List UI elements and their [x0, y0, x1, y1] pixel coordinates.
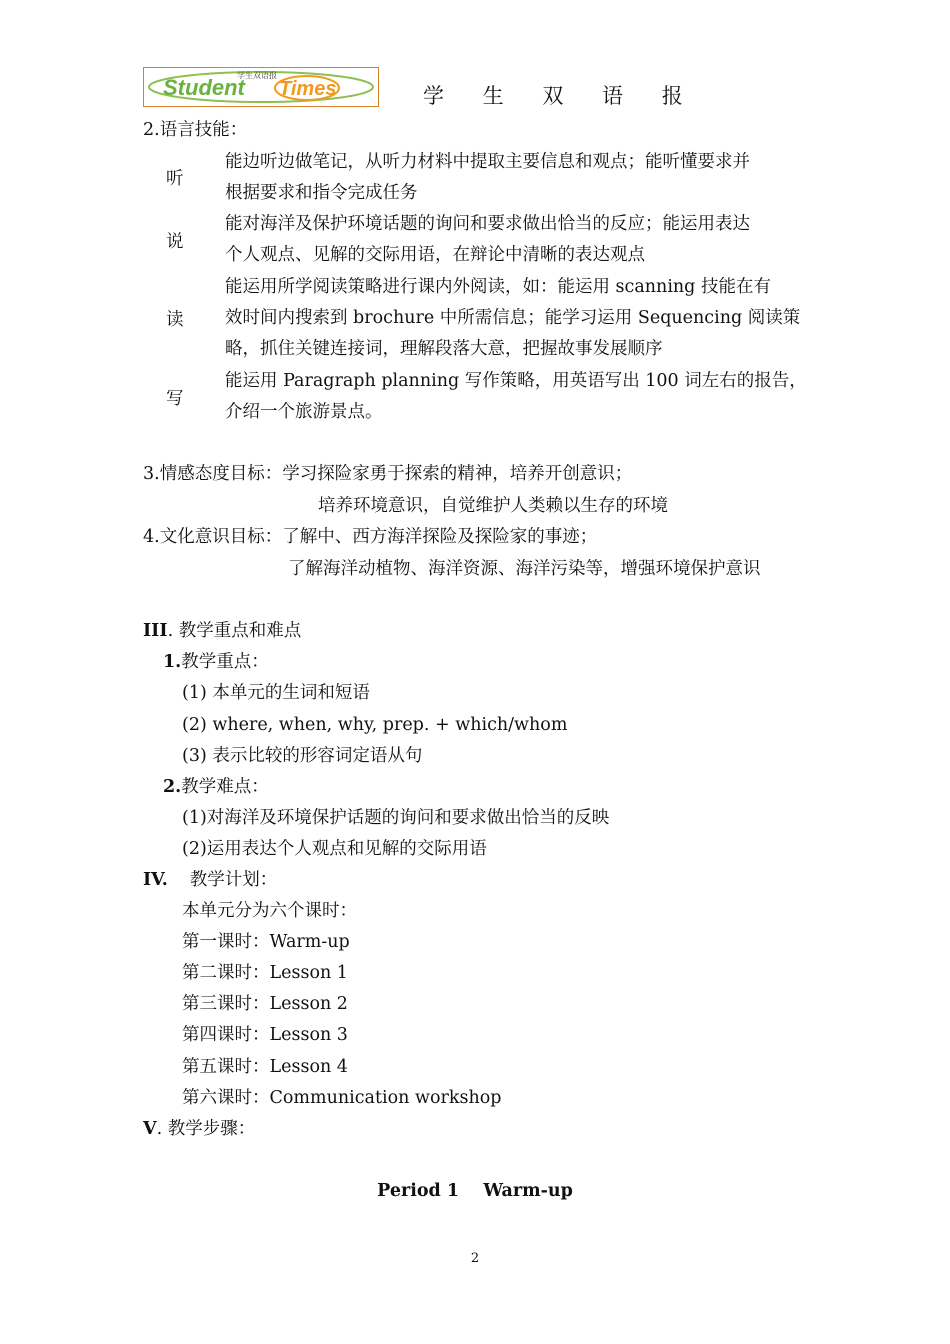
plan-period-4: 第四课时：Lesson 3: [182, 1025, 348, 1045]
skill-speaking-label: 说: [166, 232, 184, 252]
plan-intro: 本单元分为六个课时：: [182, 901, 357, 921]
key-points-heading: 1.教学重点：: [163, 652, 269, 672]
skill-writing-label: 写: [166, 389, 184, 409]
key-point-3: (3) 表示比较的形容词定语从句: [182, 746, 423, 766]
skill-writing-desc: 能运用 Paragraph planning 写作策略，用英语写出 100 词左右的报告， 介绍一个旅游景点。: [225, 371, 807, 422]
skill-listening-label: 听: [166, 169, 184, 189]
section2-heading: 2.语言技能：: [143, 120, 248, 140]
key-point-2: (2) where, when, why, prep. + which/whom: [182, 715, 568, 735]
student-times-logo: [143, 67, 379, 107]
section-iv-heading: [143, 868, 277, 892]
plan-period-1: 第一课时：Warm-up: [182, 932, 350, 952]
page-number: 2: [470, 1251, 480, 1266]
key-point-1: (1) 本单元的生词和短语: [182, 683, 370, 703]
section3-line1: 3.情感态度目标：学习探险家勇于探索的精神，培养开创意识；: [143, 464, 633, 484]
plan-period-3: 第三课时：Lesson 2: [182, 994, 348, 1014]
section-v-title: . 教学步骤：: [156, 1119, 256, 1139]
skill-listening-desc: 能边听边做笔记，从听力材料中提取主要信息和观点；能听懂要求并 根据要求和指令完成任务: [225, 152, 750, 203]
logo-word-student: Student: [163, 75, 245, 100]
section4-line1: 4.文化意识目标：了解中、西方海洋探险及探险家的事迹；: [143, 527, 598, 547]
section-iii-num: III: [143, 621, 168, 641]
section-iii-heading: [143, 619, 301, 643]
skill-speaking-desc: 能对海洋及保护环境话题的询问和要求做出恰当的反应；能运用表达 个人观点、见解的交际用语，在辩论中清晰的表达观点: [225, 214, 750, 265]
plan-period-5: 第五课时：Lesson 4: [182, 1057, 348, 1077]
section4-line2: 了解海洋动植物、海洋资源、海洋污染等，增强环境保护意识: [288, 559, 761, 579]
difficult-point-2: (2)运用表达个人观点和见解的交际用语: [182, 839, 487, 859]
period-heading: Period 1 Warm-up: [377, 1181, 573, 1201]
section-v-num: V: [143, 1119, 157, 1139]
skill-reading-label: 读: [166, 310, 184, 330]
header-title: 学 生 双 语 报: [423, 84, 699, 108]
difficult-points-heading: 2.教学难点：: [163, 777, 269, 797]
section-iv-num: IV.: [143, 870, 168, 890]
section-iii-title: . 教学重点和难点: [167, 621, 302, 641]
difficult-point-1: (1)对海洋及环境保护话题的询问和要求做出恰当的反映: [182, 808, 610, 828]
section-iv-title: 教学计划：: [189, 870, 278, 890]
skill-reading-desc: 能运用所学阅读策略进行课内外阅读，如：能运用 scanning 技能在有 效时间内搜索到 brochure 中所需信息；能学习运用 Sequencing 阅读策 略，抓住关键连接词，理解段落大意，把握故事发展顺序: [225, 277, 801, 359]
logo-small-text: 学生双语报: [237, 71, 277, 80]
section-v-heading: [143, 1117, 255, 1141]
plan-period-6: 第六课时：Communication workshop: [182, 1088, 502, 1108]
logo-word-times: Times: [279, 78, 337, 100]
section3-line2: 培养环境意识，自觉维护人类赖以生存的环境: [318, 496, 668, 516]
plan-period-2: 第二课时：Lesson 1: [182, 963, 348, 983]
